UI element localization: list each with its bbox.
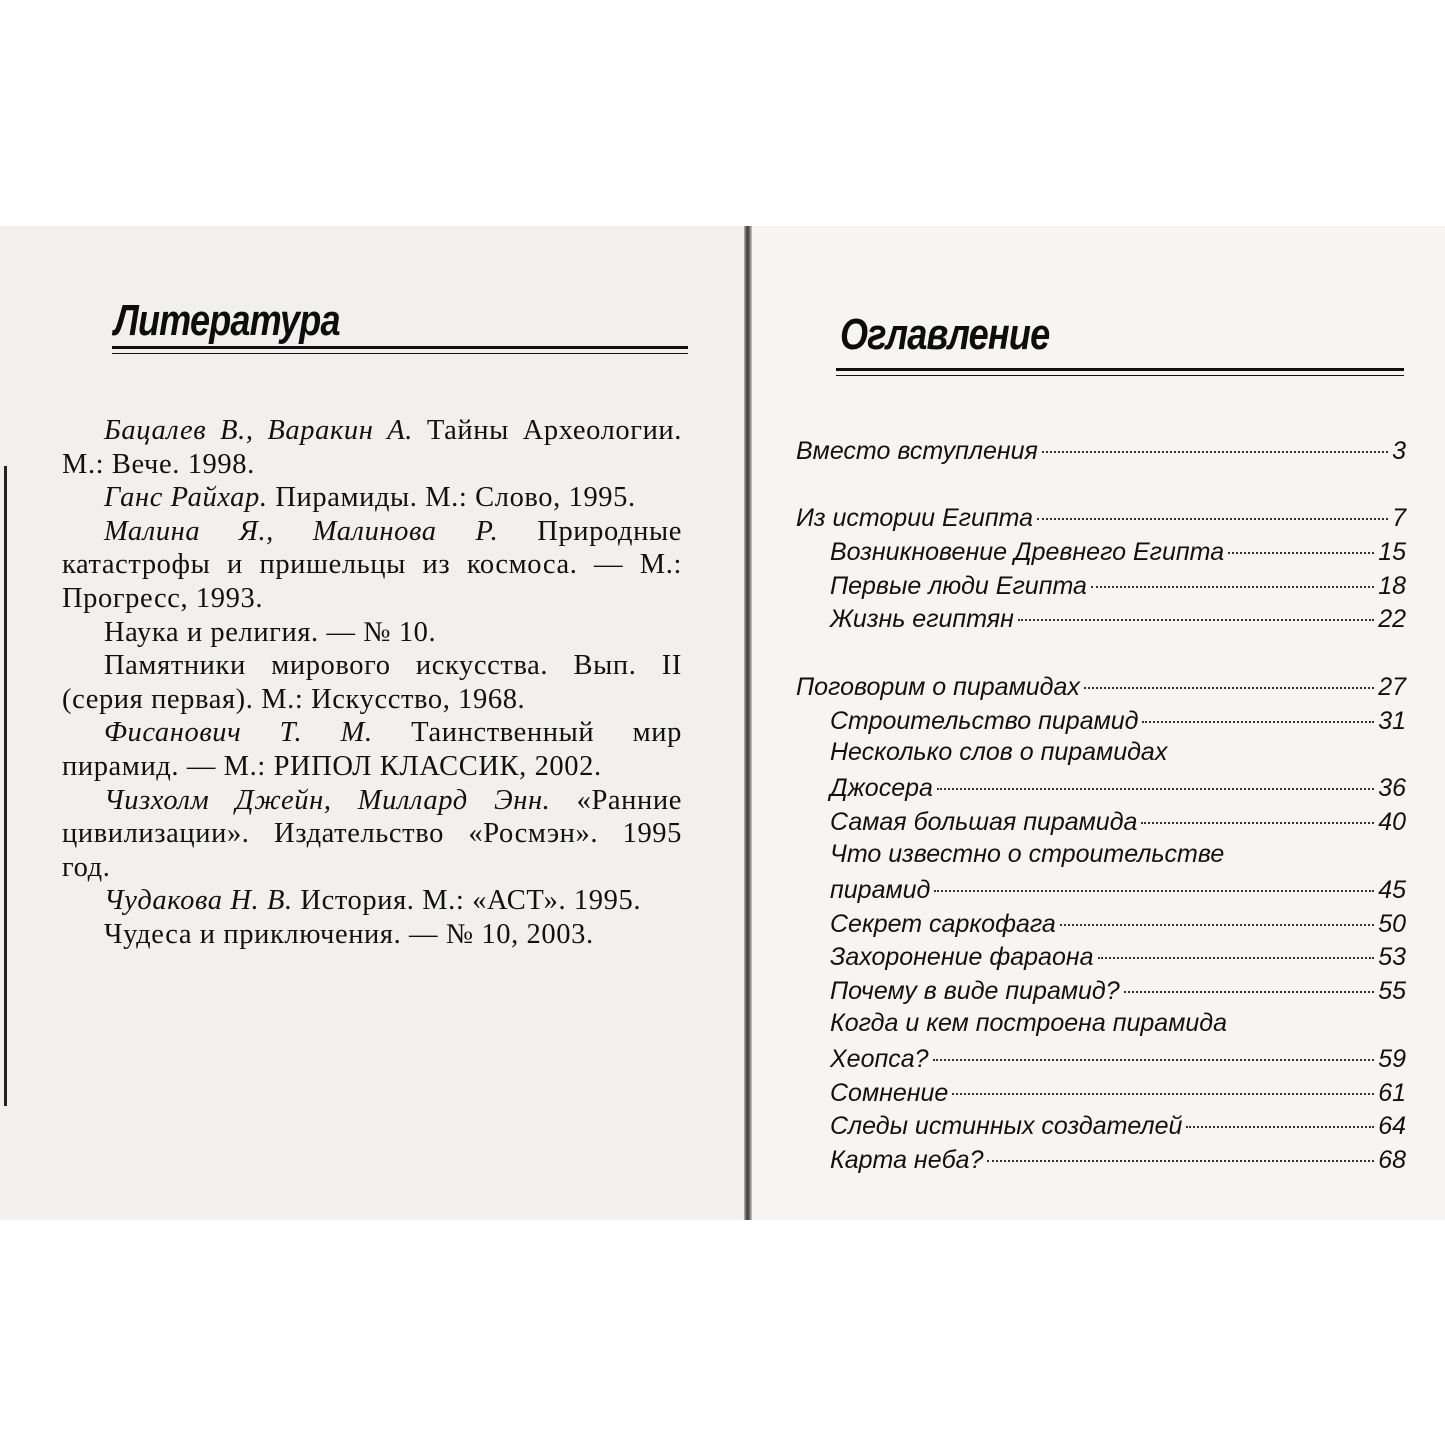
toc-page-number: 36	[1378, 774, 1406, 803]
heading-rule	[112, 346, 688, 354]
toc-leader-dots	[1124, 969, 1375, 994]
entry-author: Чизхолм Джейн, Миллард Энн.	[104, 784, 551, 816]
toc-leader-dots	[937, 766, 1374, 791]
page-edge-shadow	[4, 466, 7, 1106]
bibliography-list	[62, 414, 682, 952]
toc-page-number: 7	[1392, 504, 1406, 533]
heading-rule	[836, 368, 1404, 376]
toc-title: Вместо вступления	[796, 436, 1038, 465]
toc-page-number: 18	[1378, 571, 1406, 600]
toc-title: Несколько слов о пирамидах	[830, 738, 1168, 767]
toc-title: Поговорим о пирамидах	[796, 673, 1080, 702]
toc-title: Почему в виде пирамид?	[830, 977, 1120, 1006]
toc-leader-dots	[1084, 665, 1374, 690]
entry-author: Малина Я., Малинова Р.	[104, 515, 499, 547]
bibliography-entry	[62, 716, 682, 783]
contents-heading: Оглавление	[840, 310, 1050, 359]
toc-page-number: 45	[1378, 875, 1406, 904]
bibliography-entry	[62, 515, 682, 616]
entry-text: История. М.: «АСТ». 1995.	[292, 885, 642, 917]
entry-text: Тайны Археологии. М.: Вече. 1998.	[62, 415, 682, 480]
toc-leader-dots	[934, 867, 1374, 892]
entry-text: Природные катастрофы и пришельцы из космоса. — М.: Прогресс, 1993.	[62, 515, 682, 614]
toc-leader-dots	[1186, 1104, 1374, 1129]
bibliography-entry	[62, 414, 682, 481]
toc-leader-dots	[933, 1036, 1375, 1061]
toc-entry	[796, 704, 1406, 738]
bibliography-entry	[62, 481, 682, 515]
toc-leader-dots	[1098, 935, 1375, 960]
entry-author: Бацалев В., Варакин А.	[104, 415, 414, 446]
toc-title: Хеопса?	[830, 1044, 929, 1073]
toc-title: Возникновение Древнего Египта	[830, 537, 1225, 566]
bibliography-heading: Литература	[114, 296, 340, 345]
toc-page-number: 68	[1378, 1146, 1406, 1175]
toc-leader-dots	[1018, 597, 1374, 622]
toc-title: Захоронение фараона	[830, 943, 1094, 972]
toc-entry	[796, 975, 1406, 1009]
toc-page-number: 22	[1378, 605, 1406, 634]
toc-title: пирамид	[830, 875, 931, 904]
entry-author: Фисанович Т. М.	[104, 717, 373, 749]
toc-page-number: 64	[1378, 1112, 1406, 1141]
toc-entry	[796, 434, 1406, 468]
book-spread	[0, 226, 1445, 1220]
toc-page-number: 31	[1378, 706, 1406, 735]
toc-leader-dots	[952, 1070, 1374, 1095]
toc-title: Строительство пирамид	[830, 706, 1139, 735]
toc-title: Секрет саркофага	[830, 909, 1056, 938]
toc-page-number: 53	[1378, 943, 1406, 972]
bibliography-entry	[62, 616, 682, 650]
toc-title: Следы истинных создателей	[830, 1112, 1183, 1141]
left-page	[0, 226, 748, 1220]
toc-leader-dots	[1060, 901, 1374, 926]
toc-leader-dots	[1037, 496, 1388, 521]
table-of-contents	[796, 434, 1406, 1178]
toc-page-number: 27	[1378, 673, 1406, 702]
toc-title: Сомнение	[830, 1078, 949, 1107]
toc-leader-dots	[987, 1138, 1374, 1163]
toc-title: Из истории Египта	[796, 504, 1034, 533]
toc-title: Карта неба?	[830, 1146, 984, 1175]
entry-text: Таинственный мир пирамид. — М.: РИПОЛ КЛАССИК, 2002.	[62, 717, 682, 782]
entry-text: Памятники мирового искусства. Вып. II (серия первая). М.: Искусство, 1968.	[62, 650, 682, 715]
toc-page-number: 40	[1378, 808, 1406, 837]
bibliography-entry	[62, 918, 682, 952]
toc-page-number: 61	[1378, 1078, 1406, 1107]
entry-text: Чудеса и приключения. — № 10, 2003.	[104, 918, 594, 950]
toc-leader-dots	[1042, 428, 1388, 453]
toc-title: Джосера	[830, 774, 933, 803]
toc-page-number: 50	[1378, 909, 1406, 938]
toc-leader-dots	[1142, 698, 1374, 723]
toc-title: Первые люди Египта	[830, 571, 1087, 600]
toc-leader-dots	[1091, 563, 1374, 588]
bibliography-entry	[62, 884, 682, 918]
entry-text: Наука и религия. — № 10.	[104, 616, 437, 648]
toc-page-number: 59	[1378, 1044, 1406, 1073]
toc-entry	[796, 603, 1406, 637]
toc-title: Когда и кем построена пирамида	[830, 1008, 1227, 1037]
right-page	[752, 226, 1445, 1220]
toc-leader-dots	[1228, 529, 1374, 554]
toc-leader-dots	[1141, 800, 1374, 825]
toc-entry	[796, 1144, 1406, 1178]
bibliography-entry	[62, 784, 682, 885]
toc-title: Жизнь египтян	[830, 605, 1014, 634]
toc-entry	[796, 806, 1406, 840]
toc-title: Что известно о строительстве	[830, 839, 1225, 868]
book-spine	[744, 226, 752, 1220]
entry-author: Чудакова Н. В.	[104, 885, 293, 917]
toc-page-number: 15	[1378, 537, 1406, 566]
toc-page-number: 3	[1392, 436, 1406, 465]
toc-title: Самая большая пирамида	[830, 808, 1138, 837]
entry-author: Ганс Райхар.	[104, 482, 268, 514]
entry-text: Пирамиды. М.: Слово, 1995.	[267, 482, 636, 514]
entry-text: «Ранние цивилизации». Издательство «Росмэн». 1995 год.	[62, 784, 682, 883]
bibliography-entry	[62, 649, 682, 716]
toc-page-number: 55	[1378, 977, 1406, 1006]
